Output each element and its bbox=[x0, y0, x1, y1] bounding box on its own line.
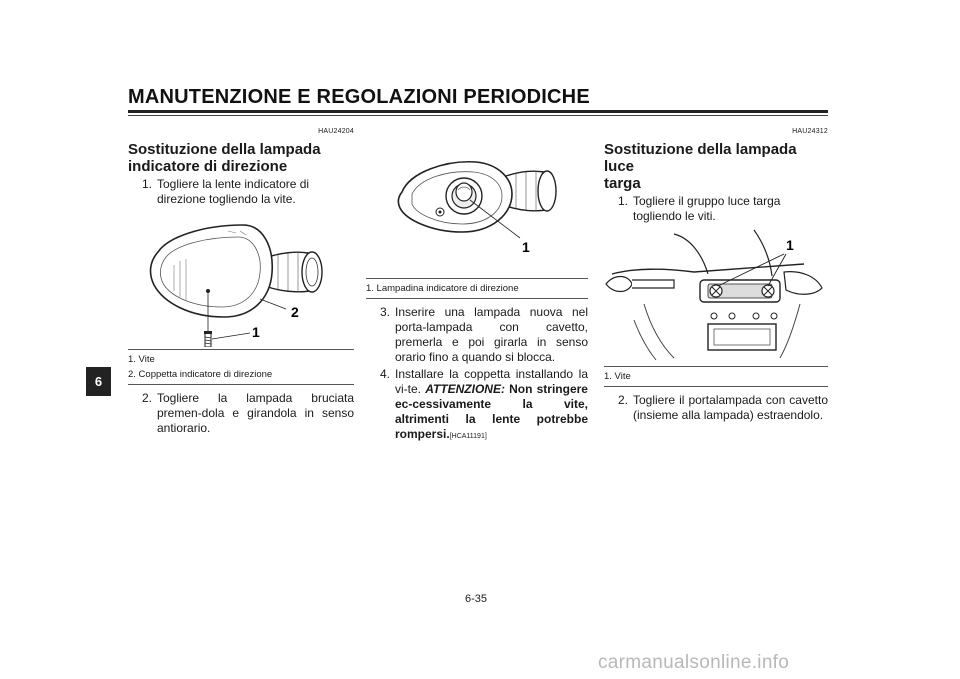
turn-signal-lens-figure bbox=[128, 207, 354, 347]
step-number: 3. bbox=[379, 305, 390, 319]
caption-top-rule bbox=[128, 349, 354, 350]
header-rule-thin bbox=[128, 115, 828, 116]
section-title-line-2: indicatore di direzione bbox=[128, 158, 288, 175]
figure-caption: 1. Vite bbox=[604, 371, 631, 382]
section-code: HAU24204 bbox=[318, 128, 354, 135]
callout-2: 2 bbox=[291, 304, 299, 320]
header-rule-thick bbox=[128, 110, 828, 113]
section-title-line-2: targa bbox=[604, 175, 641, 192]
caption-bottom-rule bbox=[366, 298, 588, 299]
step-4 bbox=[366, 367, 588, 444]
caption-bottom-rule bbox=[128, 384, 354, 385]
step-text: Togliere la lente indicatore di direzione togliendo la vite. bbox=[157, 177, 310, 206]
section-code: HAU24312 bbox=[792, 128, 828, 135]
figure-caption: 1. Lampadina indicatore di direzione bbox=[366, 283, 519, 294]
figure-caption bbox=[128, 352, 354, 382]
callout-1: 1 bbox=[522, 239, 530, 255]
step-text: Inserire una lampada nuova nel porta-lampada con cavetto, premerla e poi girarla in senso orario fino a quando si blocca. bbox=[395, 305, 588, 364]
caption-item: 1. Vite bbox=[128, 354, 155, 365]
step-number: 2. bbox=[141, 391, 152, 405]
caption-item: 2. Coppetta indicatore di direzione bbox=[128, 369, 273, 380]
step-1 bbox=[604, 194, 828, 224]
chapter-tab: 6 bbox=[86, 367, 111, 396]
step-text-main: Installare la coppetta installando la vi-te. bbox=[395, 367, 588, 396]
right-column bbox=[604, 124, 828, 423]
section-title-line-1: Sostituzione della lampada luce bbox=[604, 141, 797, 175]
step-2 bbox=[604, 393, 828, 423]
step-text: Togliere la lampada bruciata premen-dola e girandola in senso antiorario. bbox=[157, 391, 354, 435]
section-title-line-1: Sostituzione della lampada bbox=[128, 141, 321, 158]
step-number: 1. bbox=[141, 177, 152, 191]
license-plate-light-figure bbox=[604, 224, 828, 364]
caption-top-rule bbox=[366, 278, 588, 279]
callout-1: 1 bbox=[786, 237, 794, 253]
step-3 bbox=[366, 305, 588, 365]
step-number: 1. bbox=[617, 194, 628, 208]
step-text: Togliere il portalampada con cavetto (insieme alla lampada) estraendolo. bbox=[633, 393, 828, 422]
turn-signal-bulb-figure bbox=[366, 154, 588, 276]
step-number: 4. bbox=[379, 367, 390, 381]
warning-text: Non stringere ec-cessivamente la vite, altrimenti la lente potrebbe rompersi. bbox=[395, 382, 588, 441]
reference-code: [HCA11191] bbox=[449, 433, 487, 440]
section-title bbox=[128, 141, 354, 175]
step-1 bbox=[128, 177, 354, 207]
middle-column bbox=[366, 154, 588, 444]
callout-1: 1 bbox=[252, 324, 260, 340]
warning-label: ATTENZIONE: bbox=[425, 382, 505, 396]
step-2 bbox=[128, 391, 354, 436]
caption-bottom-rule bbox=[604, 386, 828, 387]
left-column bbox=[128, 124, 354, 436]
page-number: 6-35 bbox=[465, 593, 488, 605]
caption-top-rule bbox=[604, 366, 828, 367]
step-number: 2. bbox=[617, 393, 628, 407]
section-title bbox=[604, 141, 828, 192]
step-text bbox=[395, 367, 588, 444]
page-header-title: MANUTENZIONE E REGOLAZIONI PERIODICHE bbox=[128, 86, 590, 108]
step-text: Togliere il gruppo luce targa togliendo le viti. bbox=[633, 194, 781, 223]
watermark: carmanualsonline.info bbox=[598, 652, 790, 673]
